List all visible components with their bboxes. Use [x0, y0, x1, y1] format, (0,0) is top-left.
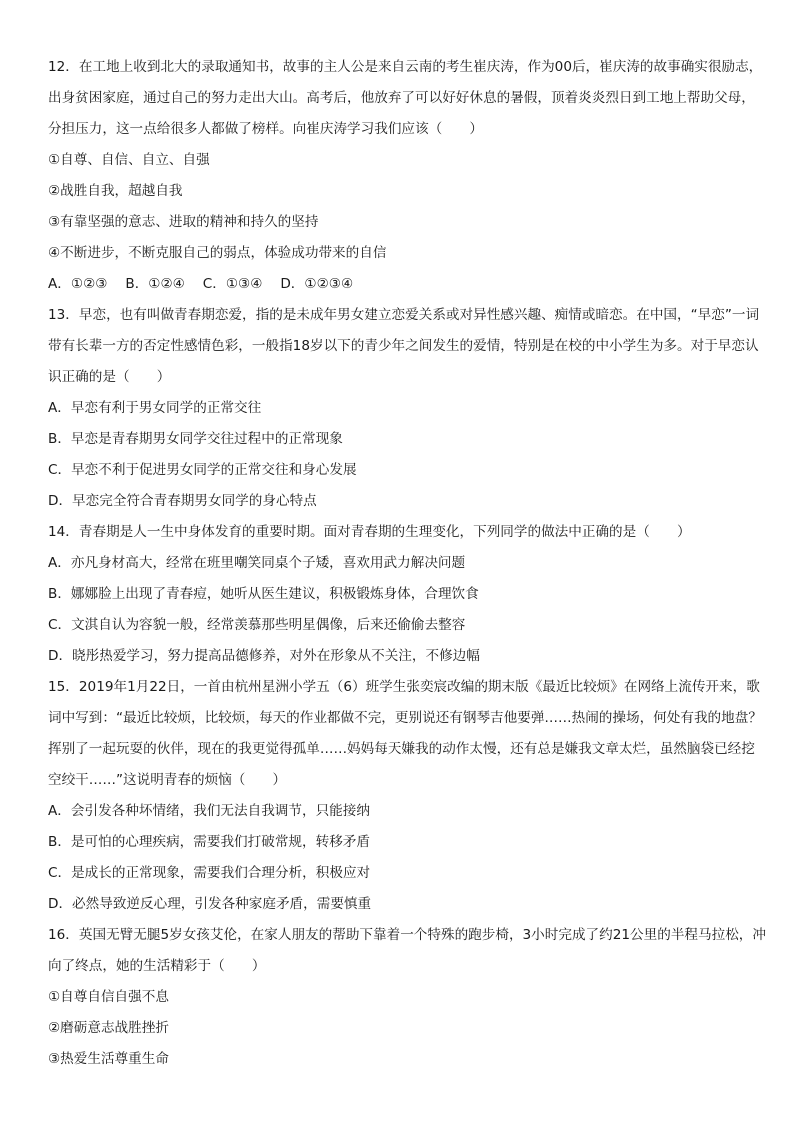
question-13	[48, 300, 768, 517]
statement-item: ②磨砺意志战胜挫折	[48, 1020, 169, 1036]
question-stem: 16．英国无臂无腿5岁女孩艾伦，在家人朋友的帮助下靠着一个特殊的跑步椅，3小时完成了约21公里的半程马拉松，冲向了终点，她的生活精彩于（ ）	[48, 927, 766, 974]
option-b: B．早恋是青春期男女同学交往过程中的正常现象	[48, 431, 343, 447]
option-a: A．早恋有利于男女同学的正常交往	[48, 400, 262, 416]
statement-item: ①自尊自信自强不息	[48, 989, 169, 1005]
option-c: C．文淇自认为容貌一般，经常羡慕那些明星偶像，后来还偷偷去整容	[48, 617, 466, 633]
statement-item: ④不断进步，不断克服自己的弱点，体验成功带来的自信	[48, 245, 387, 261]
question-14	[48, 517, 768, 672]
question-12	[48, 52, 768, 300]
option-a: A．会引发各种坏情绪，我们无法自我调节，只能接纳	[48, 803, 370, 819]
statement-item: ③热爱生活尊重生命	[48, 1051, 169, 1067]
option-b: B．娜娜脸上出现了青春痘，她听从医生建议，积极锻炼身体，合理饮食	[48, 586, 479, 602]
option-d: D．必然导致逆反心理，引发各种家庭矛盾，需要慎重	[48, 896, 372, 912]
option-c: C．早恋不利于促进男女同学的正常交往和身心发展	[48, 462, 357, 478]
exam-sheet	[48, 52, 768, 1075]
option-a: A．亦凡身材高大，经常在班里嘲笑同桌个子矮，喜欢用武力解决问题	[48, 555, 466, 571]
choices-line: A．①②③ B．①②④ C．①③④ D．①②③④	[48, 276, 354, 292]
option-d: D．晓彤热爱学习，努力提高品德修养，对外在形象从不关注，不修边幅	[48, 648, 480, 664]
statement-item: ①自尊、自信、自立、自强	[48, 152, 210, 168]
option-c: C．是成长的正常现象，需要我们合理分析，积极应对	[48, 865, 371, 881]
statement-item: ③有靠坚强的意志、进取的精神和持久的坚持	[48, 214, 319, 230]
question-16	[48, 920, 768, 1075]
question-stem: 12．在工地上收到北大的录取通知书，故事的主人公是来自云南的考生崔庆涛，作为00后，崔庆涛的故事确实很励志，出身贫困家庭，通过自己的努力走出大山。高考后，他放弃了可以好好休息的暑假，顶着炎炎烈日到工地上帮助父母，分担压力，这一点给很多人都做了榜样。向崔庆涛学习我们应该（ ）	[48, 59, 763, 137]
option-d: D．早恋完全符合青春期男女同学的身心特点	[48, 493, 317, 509]
option-b: B．是可怕的心理疾病，需要我们打破常规，转移矛盾	[48, 834, 370, 850]
statement-item: ②战胜自我，超越自我	[48, 183, 183, 199]
question-stem: 14．青春期是人一生中身体发育的重要时期。面对青春期的生理变化，下列同学的做法中正确的是（ ）	[48, 524, 691, 540]
question-stem: 13．早恋，也有叫做青春期恋爱，指的是未成年男女建立恋爱关系或对异性感兴趣、痴情或暗恋。在中国，“早恋”一词带有长辈一方的否定性感情色彩，一般指18岁以下的青少年之间发生的爱情，特别是在校的中小学生为多。对于早恋认识正确的是（ ）	[48, 307, 760, 385]
question-15	[48, 672, 768, 920]
question-stem: 15．2019年1月22日，一首由杭州星洲小学五（6）班学生张奕宸改编的期末版《最近比较烦》在网络上流传开来，歌词中写到：“最近比较烦，比较烦，每天的作业都做不完，更别说还有钢琴吉他要弹……热闹的操场，何处有我的地盘？挥别了一起玩耍的伙伴，现在的我更觉得孤单……妈妈每天嫌我的动作太慢，还有总是嫌我文章太烂，虽然脑袋已经挖空绞干……”这说明青春的烦恼（ ）	[48, 679, 762, 788]
